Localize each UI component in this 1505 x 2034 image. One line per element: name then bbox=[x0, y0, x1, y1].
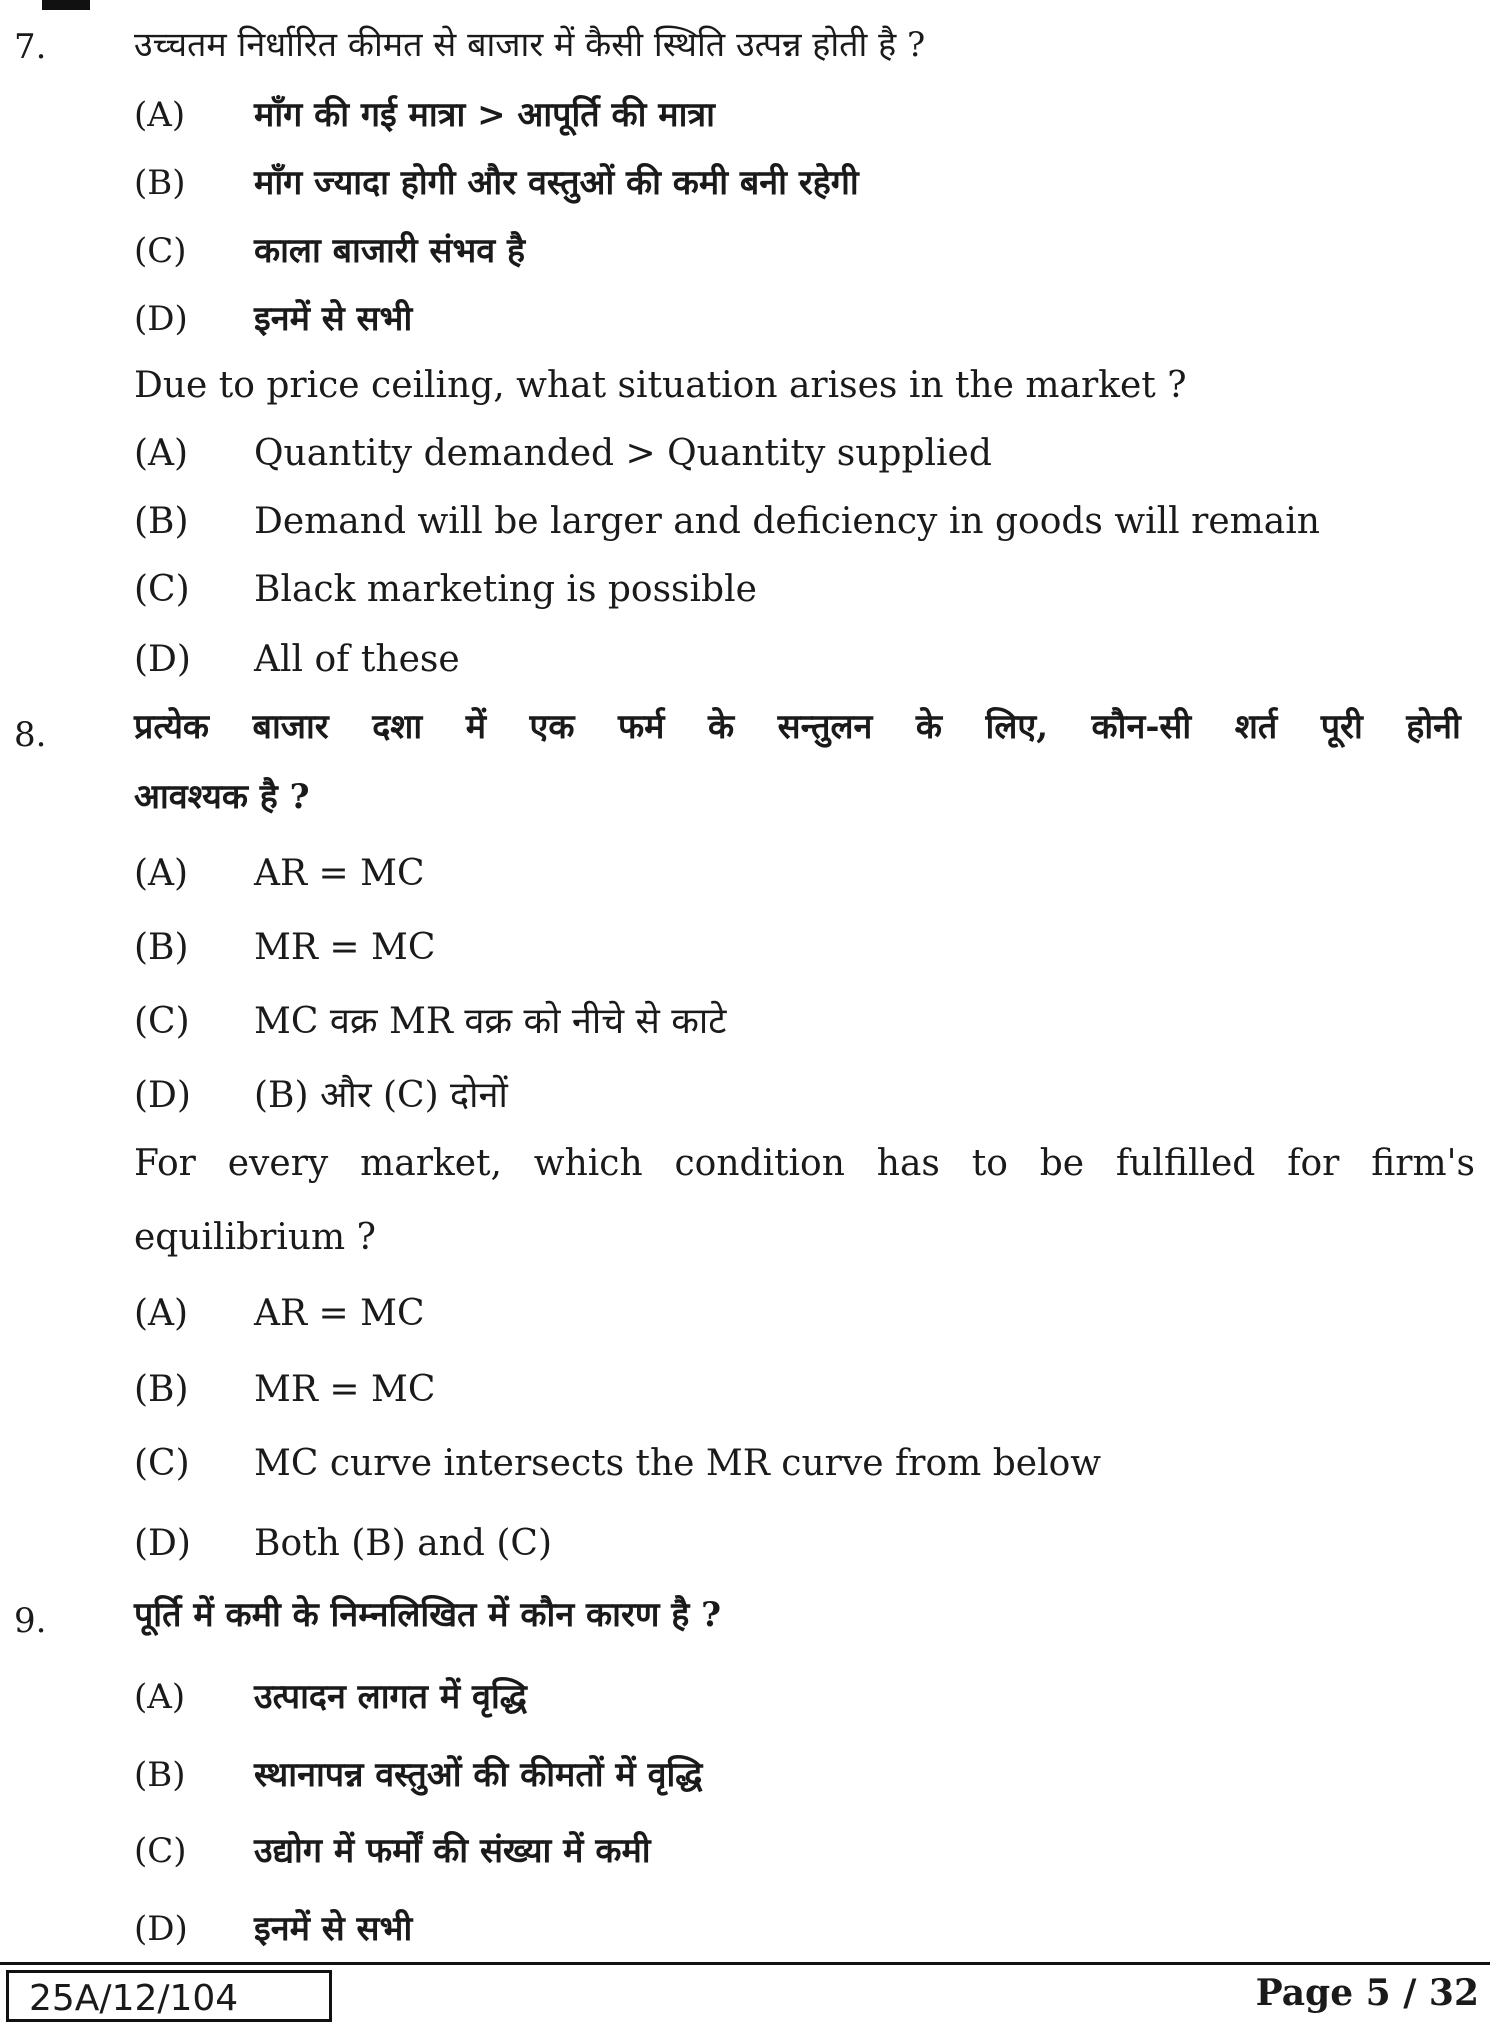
stem-word: के bbox=[708, 707, 735, 747]
question-8-hindi-stem-line-2: आवश्यक है ? bbox=[134, 777, 310, 817]
option-text: (B) और (C) दोनों bbox=[254, 1075, 508, 1116]
option-label: (A) bbox=[134, 853, 189, 894]
option-label: (A) bbox=[134, 95, 186, 135]
option-text: माँग ज्यादा होगी और वस्तुओं की कमी बनी रहेगी bbox=[254, 163, 859, 203]
option-text: All of these bbox=[254, 639, 460, 680]
option-text: AR = MC bbox=[254, 1293, 425, 1334]
option-text: माँग की गई मात्रा > आपूर्ति की मात्रा bbox=[254, 95, 715, 135]
stem-word: बाजार bbox=[252, 707, 329, 747]
option-label: (B) bbox=[134, 1755, 186, 1795]
option-label: (D) bbox=[134, 1075, 191, 1116]
option-label: (C) bbox=[134, 1831, 187, 1871]
option-text: Demand will be larger and deficiency in goods will remain bbox=[254, 501, 1320, 542]
question-9-number: 9. bbox=[14, 1601, 47, 1641]
option-label: (A) bbox=[134, 433, 189, 474]
option-text: AR = MC bbox=[254, 853, 425, 894]
option-text: MR = MC bbox=[254, 1369, 436, 1410]
stem-word: condition bbox=[674, 1143, 845, 1184]
stem-word: सन्तुलन bbox=[777, 707, 873, 747]
option-text: स्थानापन्न वस्तुओं की कीमतों में वृद्धि bbox=[254, 1755, 703, 1795]
option-text: Black marketing is possible bbox=[254, 569, 757, 610]
option-text: MC curve intersects the MR curve from below bbox=[254, 1443, 1102, 1484]
stem-word: every bbox=[227, 1143, 329, 1184]
paper-code: 25A/12/104 bbox=[6, 1970, 332, 2022]
stem-word: पूरी bbox=[1320, 707, 1363, 747]
stem-word: market, bbox=[360, 1143, 502, 1184]
stem-word: दशा bbox=[372, 707, 423, 747]
question-7-english-stem: Due to price ceiling, what situation arises in the market ? bbox=[134, 365, 1187, 406]
option-label: (A) bbox=[134, 1677, 186, 1717]
question-8-english-stem-line-1 bbox=[134, 1143, 1475, 1184]
stem-word: has bbox=[876, 1143, 940, 1184]
stem-word: फर्म bbox=[617, 707, 665, 747]
option-text: उद्योग में फर्मों की संख्या में कमी bbox=[254, 1831, 651, 1871]
footer-rule bbox=[0, 1962, 1490, 1965]
question-8-hindi-stem-line-1 bbox=[134, 707, 1461, 747]
stem-word: लिए, bbox=[985, 707, 1049, 747]
option-label: (B) bbox=[134, 501, 189, 542]
top-edge-mark bbox=[42, 0, 90, 10]
stem-word: be bbox=[1039, 1143, 1085, 1184]
page-number: Page 5 / 32 bbox=[1255, 1972, 1479, 2014]
stem-word: होनी bbox=[1406, 707, 1461, 747]
stem-word: प्रत्येक bbox=[134, 707, 210, 747]
option-label: (B) bbox=[134, 163, 186, 203]
option-text: काला बाजारी संभव है bbox=[254, 231, 526, 271]
stem-word: to bbox=[971, 1143, 1008, 1184]
stem-word: for bbox=[1287, 1143, 1340, 1184]
option-label: (B) bbox=[134, 1369, 189, 1410]
option-label: (A) bbox=[134, 1293, 189, 1334]
option-label: (C) bbox=[134, 231, 187, 271]
option-label: (C) bbox=[134, 1001, 190, 1042]
option-text: इनमें से सभी bbox=[254, 1909, 413, 1949]
stem-word: firm's bbox=[1371, 1143, 1475, 1184]
option-label: (B) bbox=[134, 927, 189, 968]
option-label: (D) bbox=[134, 639, 191, 680]
option-text: इनमें से सभी bbox=[254, 299, 413, 339]
stem-word: For bbox=[134, 1143, 196, 1184]
question-7-number: 7. bbox=[14, 27, 47, 67]
option-text: Quantity demanded > Quantity supplied bbox=[254, 433, 992, 474]
option-text: Both (B) and (C) bbox=[254, 1523, 552, 1564]
stem-word: शर्त bbox=[1234, 707, 1278, 747]
question-8-number: 8. bbox=[14, 715, 47, 755]
question-8-english-stem-line-2: equilibrium ? bbox=[134, 1217, 376, 1258]
stem-word: कौन-सी bbox=[1091, 707, 1192, 747]
option-text: MR = MC bbox=[254, 927, 436, 968]
stem-word: which bbox=[533, 1143, 643, 1184]
question-7-hindi-stem: उच्चतम निर्धारित कीमत से बाजार में कैसी स्थिति उत्पन्न होती है ? bbox=[134, 25, 926, 65]
option-text: उत्पादन लागत में वृद्धि bbox=[254, 1677, 527, 1717]
stem-word: में bbox=[465, 707, 487, 747]
option-label: (C) bbox=[134, 569, 190, 610]
stem-word: के bbox=[915, 707, 943, 747]
question-9-hindi-stem: पूर्ति में कमी के निम्नलिखित में कौन कारण है ? bbox=[134, 1595, 722, 1635]
option-label: (D) bbox=[134, 299, 188, 339]
option-label: (D) bbox=[134, 1523, 191, 1564]
option-label: (C) bbox=[134, 1443, 190, 1484]
option-label: (D) bbox=[134, 1909, 188, 1949]
option-text: MC वक्र MR वक्र को नीचे से काटे bbox=[254, 1001, 727, 1042]
stem-word: fulfilled bbox=[1115, 1143, 1256, 1184]
stem-word: एक bbox=[529, 707, 575, 747]
